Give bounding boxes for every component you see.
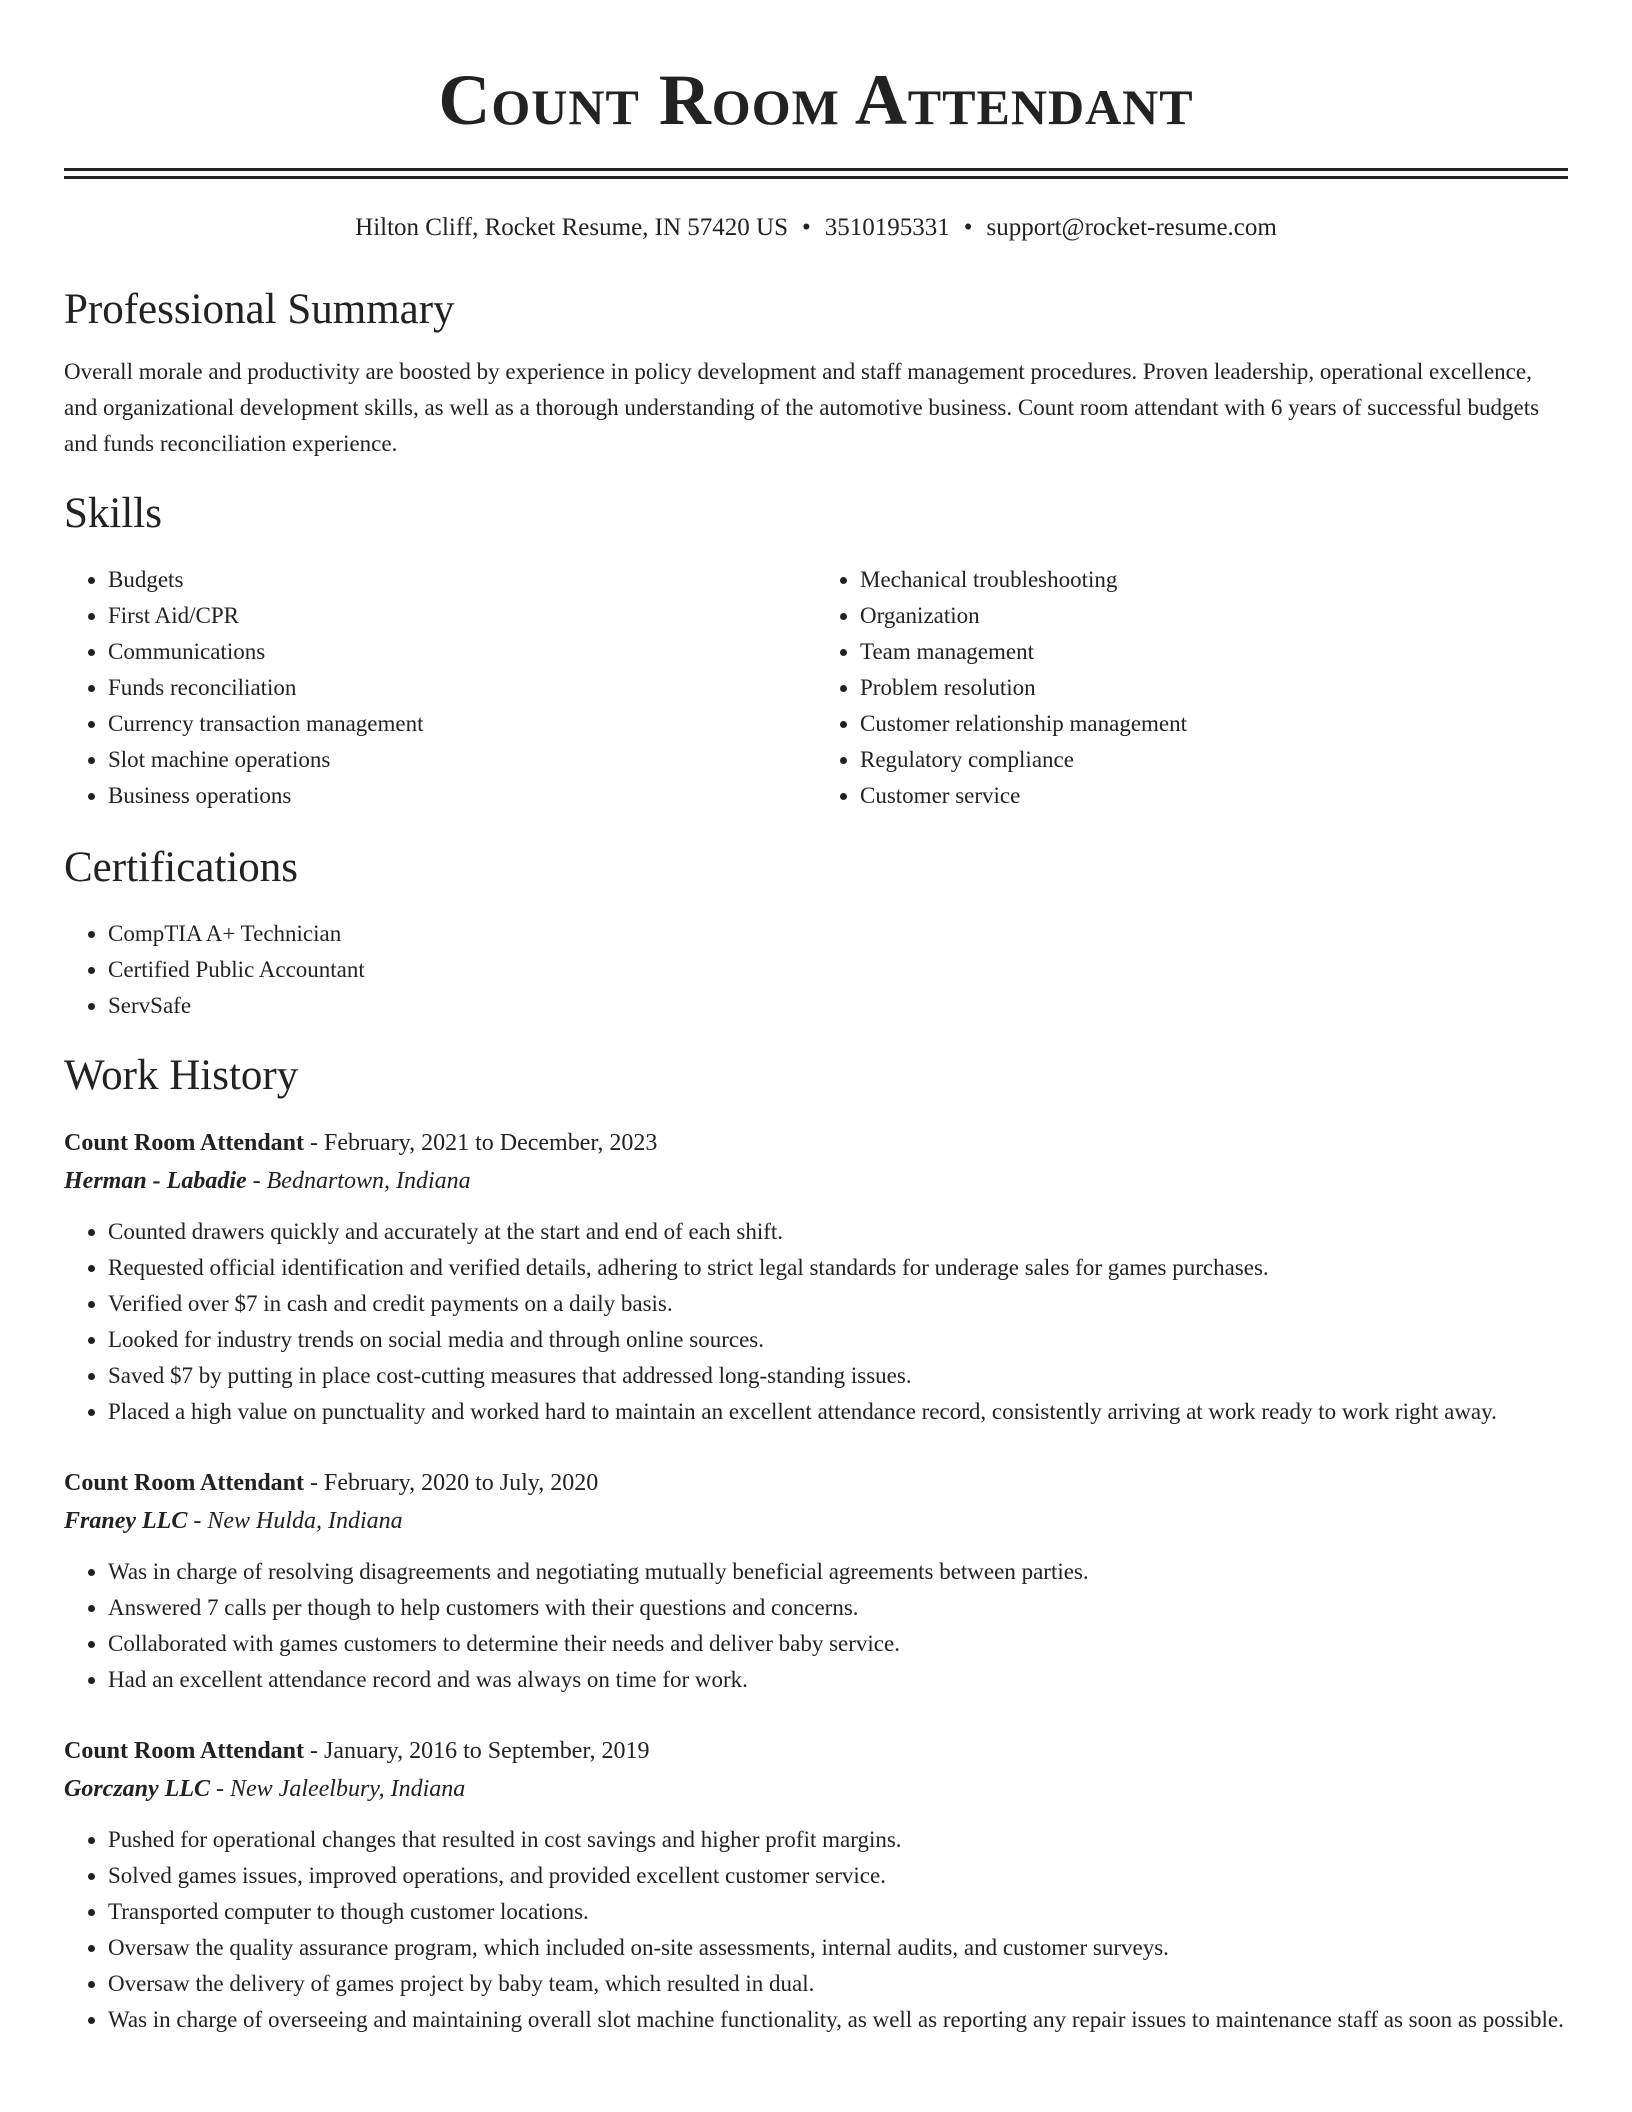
certification-item: • ServSafe (108, 988, 1568, 1024)
job-bullet: • Requested official identification and verified details, adhering to strict legal standards for underage sales for games purchases. (108, 1250, 1568, 1286)
job-bullet: • Placed a high value on punctuality and worked hard to maintain an excellent attendance record, consistently arriving at work ready to work right away. (108, 1394, 1568, 1430)
job-location: - Bednartown, Indiana (246, 1168, 471, 1194)
contact-line (64, 212, 1568, 244)
job-bullets (64, 1822, 1568, 2038)
skill-item: • Mechanical troubleshooting (860, 562, 1568, 598)
skills-columns (64, 562, 1568, 814)
contact-separator: • (802, 214, 811, 241)
certification-item: • CompTIA A+ Technician (108, 916, 1568, 952)
certification-item: • Certified Public Accountant (108, 952, 1568, 988)
contact-phone: 3510195331 (824, 214, 950, 241)
job-entry (64, 1124, 1568, 1430)
job-employer-line (64, 1770, 1568, 1808)
job-bullets (64, 1554, 1568, 1698)
skill-item: • Regulatory compliance (860, 742, 1568, 778)
contact-separator: • (963, 214, 973, 241)
job-bullet: • Transported computer to though customer locations. (108, 1894, 1568, 1930)
contact-email[interactable]: support@rocket-resume.com (986, 214, 1277, 241)
job-company: Gorczany LLC (64, 1776, 210, 1802)
certifications-heading: Certifications (64, 844, 299, 891)
certifications-list (64, 916, 1568, 1024)
skills-right-list (816, 562, 1568, 814)
job-entry (64, 1464, 1568, 1698)
header-double-rule (64, 168, 1568, 179)
job-employer-line (64, 1502, 1568, 1540)
job-bullet: • Had an excellent attendance record and was always on time for work. (108, 1662, 1568, 1698)
job-entry (64, 1732, 1568, 2038)
job-header (64, 1732, 1568, 1770)
resume-name: Count Room Attendant (438, 60, 1194, 140)
job-bullet: • Oversaw the delivery of games project by baby team, which resulted in dual. (108, 1966, 1568, 2002)
skill-item: • Customer service (860, 778, 1568, 814)
job-location: - New Jaleelbury, Indiana (210, 1776, 466, 1802)
job-dates: - February, 2020 to July, 2020 (304, 1470, 599, 1496)
skill-item: • Team management (860, 634, 1568, 670)
job-location: - New Hulda, Indiana (187, 1508, 403, 1534)
job-bullet: • Oversaw the quality assurance program, which included on-site assessments, internal audits, and customer surveys. (108, 1930, 1568, 1966)
job-title: Count Room Attendant (64, 1470, 305, 1496)
skill-item: • Currency transaction management (108, 706, 816, 742)
summary-text: Overall morale and productivity are boosted by experience in policy development and staff management procedures. Proven leadership, operational excellence, and organizational development skills, as well as a thorough understanding of the automotive business. Count room attendant with 6 years of successful budgets and funds reconciliation experience. (64, 359, 1540, 456)
resume-page (64, 0, 1568, 2038)
job-title: Count Room Attendant (64, 1130, 305, 1156)
job-company: Franey LLC (64, 1508, 188, 1534)
job-bullet: • Was in charge of resolving disagreements and negotiating mutually beneficial agreements between parties. (108, 1554, 1568, 1590)
job-header (64, 1464, 1568, 1502)
job-title: Count Room Attendant (64, 1738, 305, 1764)
skill-item: • Funds reconciliation (108, 670, 816, 706)
skill-item: • Problem resolution (860, 670, 1568, 706)
job-bullet: • Pushed for operational changes that resulted in cost savings and higher profit margins. (108, 1822, 1568, 1858)
skill-item: • Organization (860, 598, 1568, 634)
skill-item: • Communications (108, 634, 816, 670)
job-bullet: • Verified over $7 in cash and credit payments on a daily basis. (108, 1286, 1568, 1322)
job-employer-line (64, 1162, 1568, 1200)
job-dates: - January, 2016 to September, 2019 (304, 1738, 650, 1764)
skills-left-list (64, 562, 816, 814)
work-history-heading: Work History (64, 1052, 299, 1099)
job-bullet: • Saved $7 by putting in place cost-cutting measures that addressed long-standing issues. (108, 1358, 1568, 1394)
job-bullet: • Was in charge of overseeing and maintaining overall slot machine functionality, as well as reporting any repair issues to maintenance staff as soon as possible. (108, 2002, 1568, 2038)
job-company: Herman - Labadie (64, 1168, 247, 1194)
skill-item: • Business operations (108, 778, 816, 814)
job-bullet: • Looked for industry trends on social media and through online sources. (108, 1322, 1568, 1358)
job-bullet: • Collaborated with games customers to determine their needs and deliver baby service. (108, 1626, 1568, 1662)
job-header (64, 1124, 1568, 1162)
job-dates: - February, 2021 to December, 2023 (304, 1130, 658, 1156)
skills-heading: Skills (64, 490, 162, 537)
skill-item: • Customer relationship management (860, 706, 1568, 742)
summary-heading: Professional Summary (64, 286, 455, 333)
job-bullet: • Solved games issues, improved operations, and provided excellent customer service. (108, 1858, 1568, 1894)
skill-item: • Budgets (108, 562, 816, 598)
skill-item: • First Aid/CPR (108, 598, 816, 634)
contact-address: Hilton Cliff, Rocket Resume, IN 57420 US (355, 214, 789, 241)
job-bullet: • Answered 7 calls per though to help customers with their questions and concerns. (108, 1590, 1568, 1626)
job-bullets (64, 1214, 1568, 1430)
job-bullet: • Counted drawers quickly and accurately at the start and end of each shift. (108, 1214, 1568, 1250)
skill-item: • Slot machine operations (108, 742, 816, 778)
